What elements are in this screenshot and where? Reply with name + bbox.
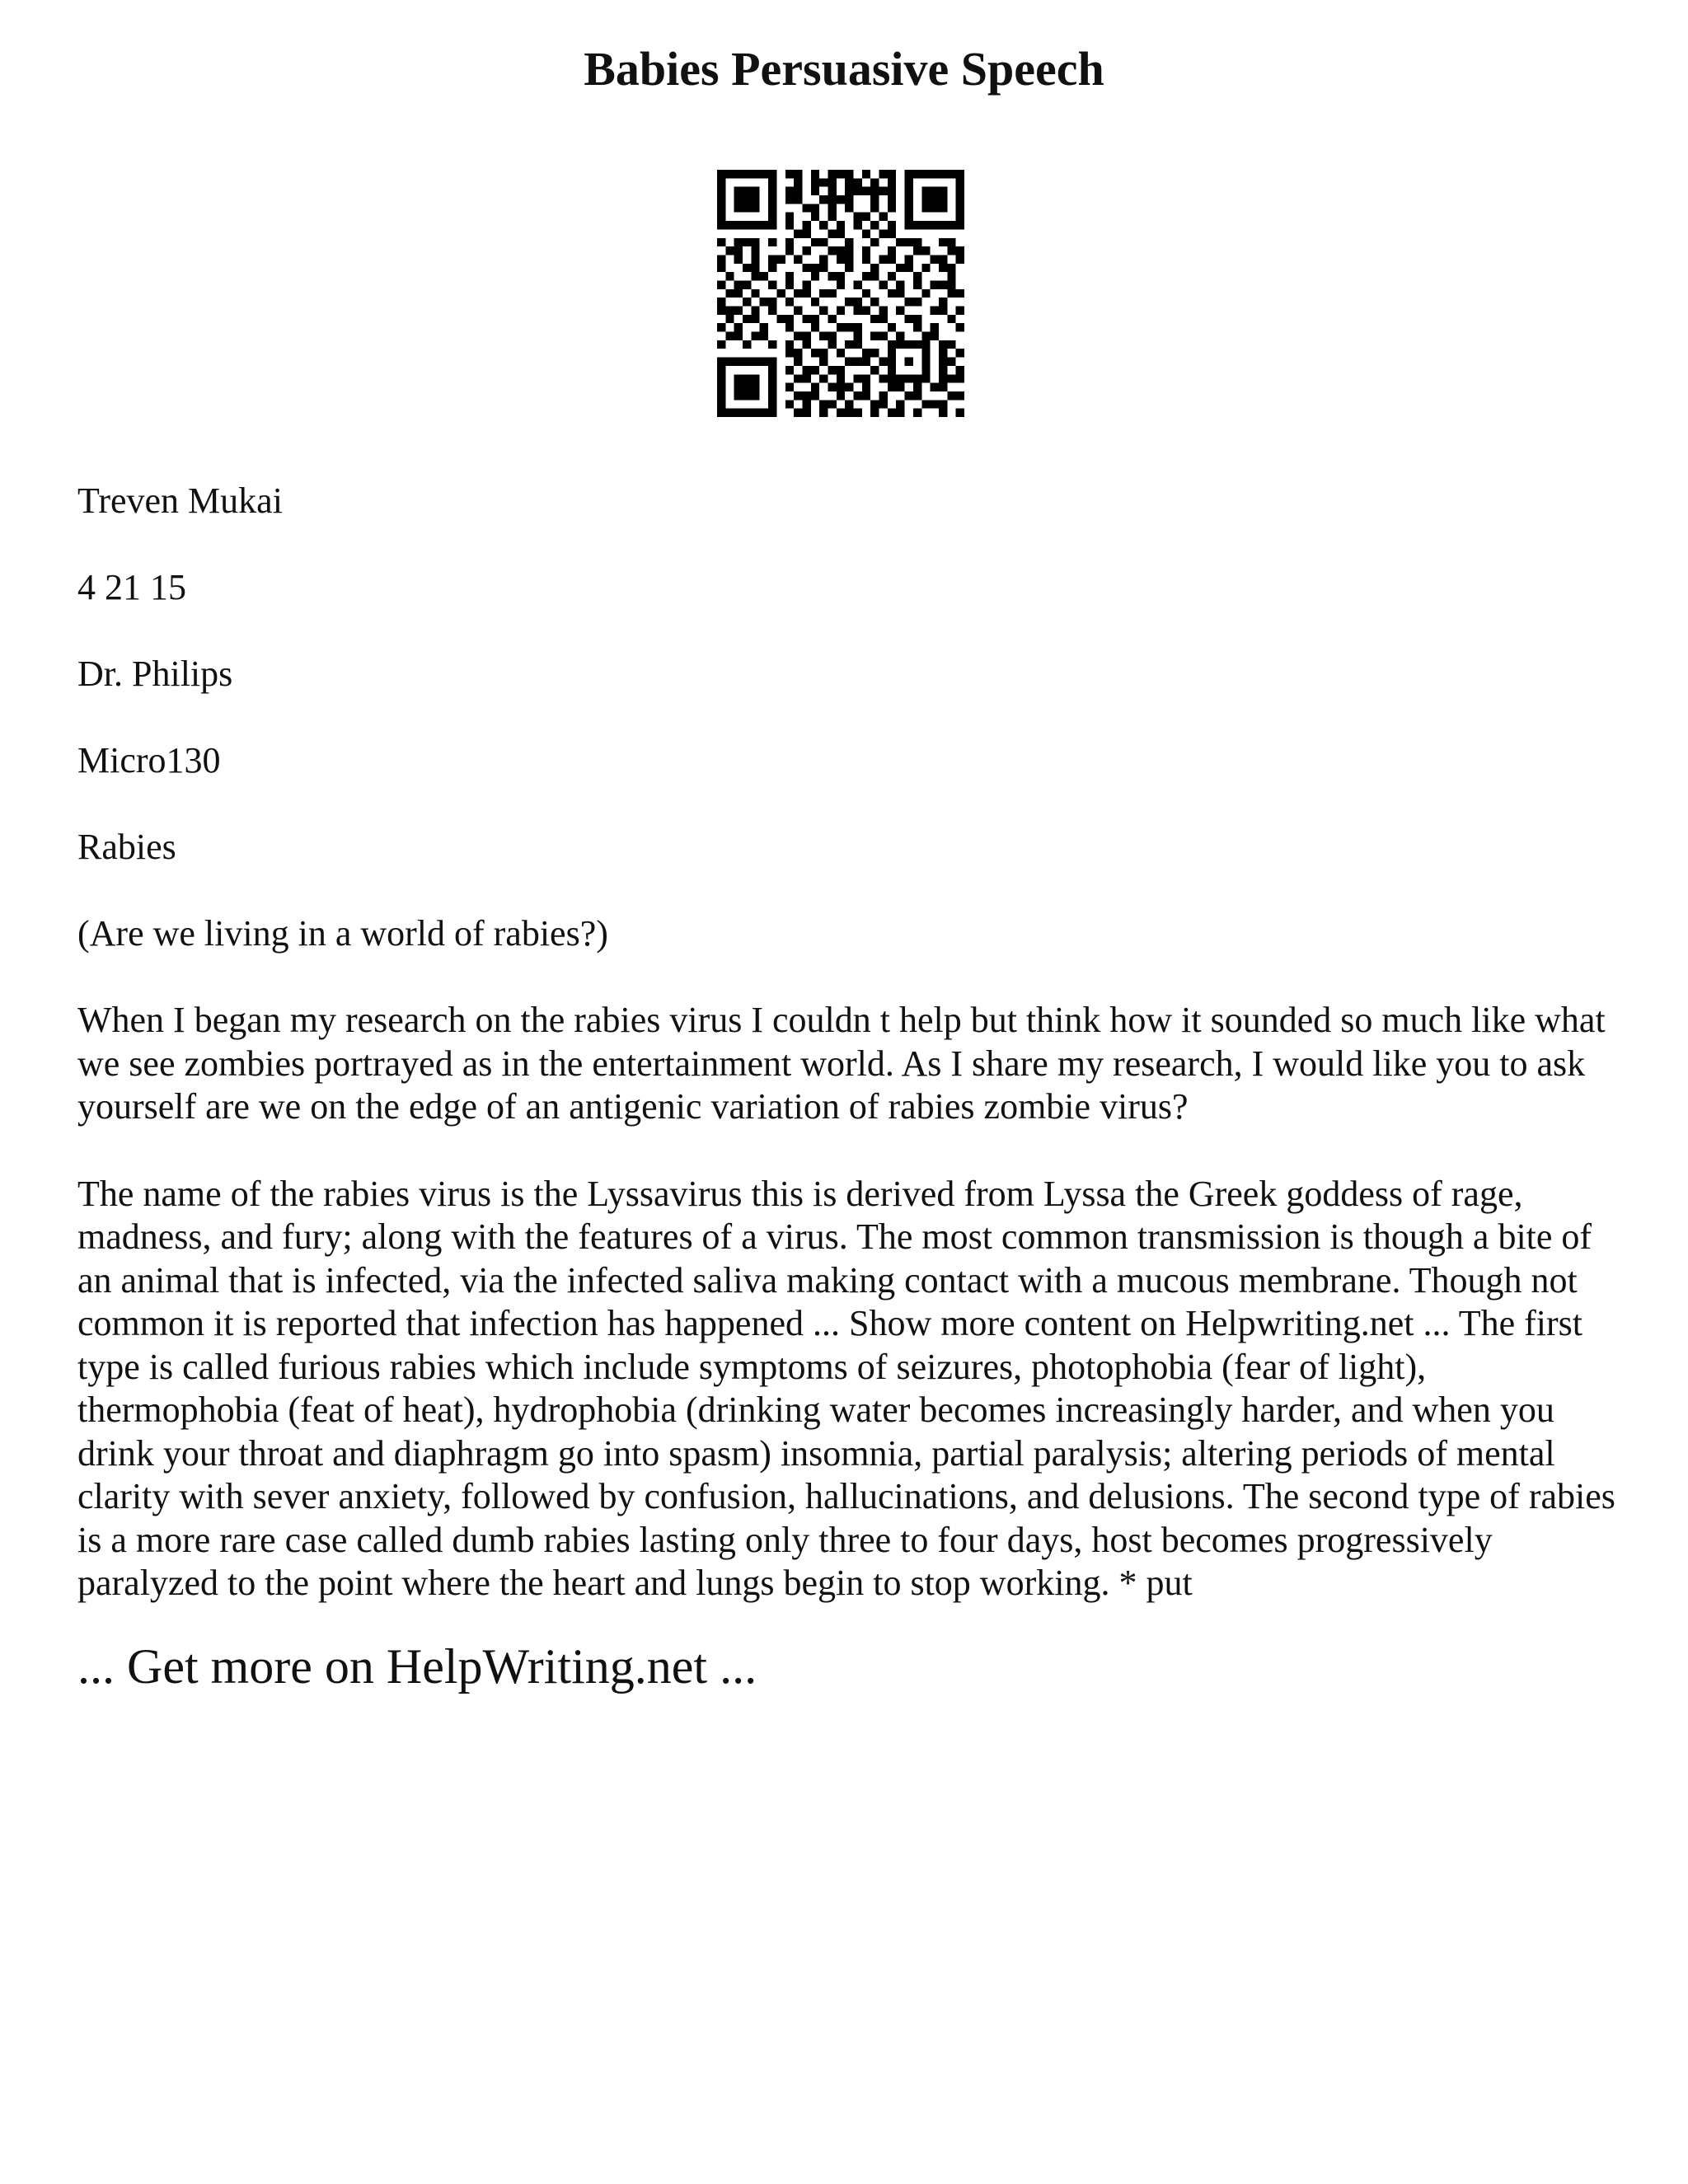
document-date: 4 21 15 (77, 567, 186, 607)
get-more-link[interactable]: ... Get more on HelpWriting.net ... (77, 1639, 757, 1694)
body-paragraph: The name of the rabies virus is the Lyssavirus this is derived from Lyssa the Greek goddess of rage, madness, and fury; along with the features of a virus. The most common transmission is though a bite of an animal that is infected, via the infected saliva making contact with a mucous membrane. Though not common it is reported that infection has happened ... Show more content on Helpwriting.net ... The first type is called furious rabies which include symptoms of seizures, photophobia (fear of light), thermophobia (feat of heat), hydrophobia (drinking water becomes increasingly harder, and when you drink your throat and diaphragm go into spasm) insomnia, partial paralysis; altering periods of mental clarity with sever anxiety, followed by confusion, hallucinations, and delusions. The second type of rabies is a more rare case called dumb rabies lasting only three to four days, host becomes progressively paralyzed to the point where the heart and lungs begin to stop working. * put (77, 1173, 1615, 1603)
body-paragraph: When I began my research on the rabies virus I couldn t help but think how it sounded so much like what we see zombies portrayed as in the entertainment world. As I share my research, I would like you to ask yourself are we on the edge of an antigenic variation of rabies zombie virus? (77, 1000, 1606, 1127)
qr-code-icon (717, 170, 964, 417)
topic: Rabies (77, 827, 176, 867)
author-name: Treven Mukai (77, 480, 283, 521)
subtitle-question: (Are we living in a world of rabies?) (77, 913, 608, 954)
course-code: Micro130 (77, 740, 221, 780)
page-title: Babies Persuasive Speech (584, 42, 1104, 96)
document-body (77, 480, 1619, 1649)
instructor-name: Dr. Philips (77, 654, 233, 694)
